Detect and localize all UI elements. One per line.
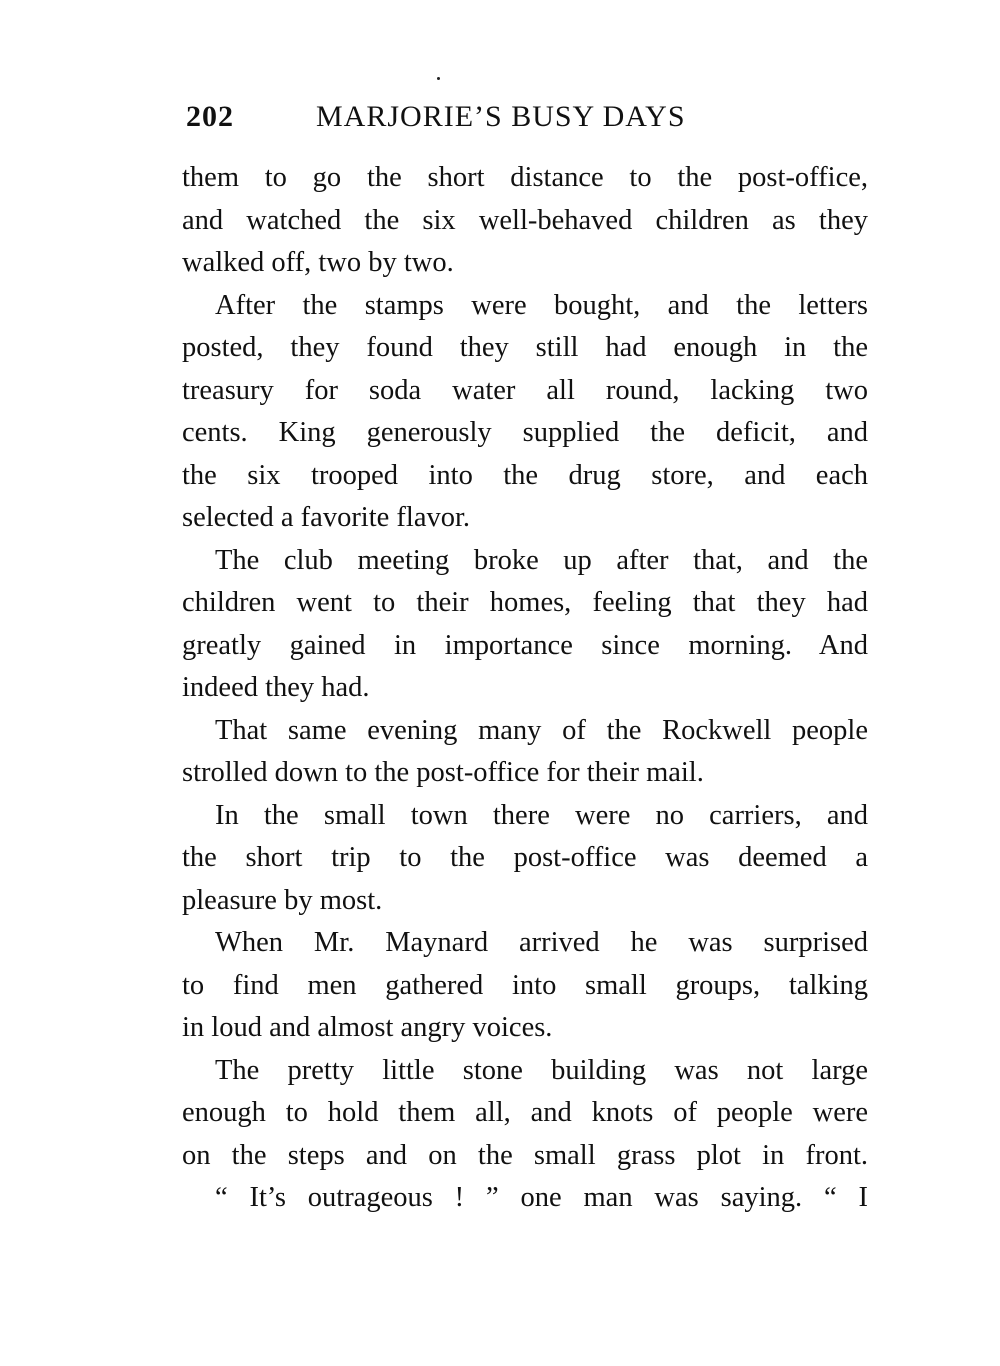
printing-speck	[437, 77, 440, 80]
page-number: 202	[186, 100, 234, 133]
text-line: strolled down to the post-office for their mail.	[182, 757, 704, 788]
text-line: greatly gained in importance since morning. And	[182, 629, 868, 661]
text-line: on the steps and on the small grass plot in front.	[182, 1139, 868, 1171]
text-line: enough to hold them all, and knots of people were	[182, 1097, 868, 1128]
text-line: selected a favorite flavor.	[182, 502, 471, 533]
text-line: The pretty little stone building was not large	[215, 1054, 868, 1086]
text-line: The club meeting broke up after that, and the	[215, 544, 868, 576]
text-line: the six trooped into the drug store, and each	[182, 459, 868, 491]
text-line: children went to their homes, feeling that they had	[182, 587, 868, 618]
text-line: pleasure by most.	[182, 884, 383, 916]
text-line: “ It’s outrageous ! ” one man was saying. “ I	[215, 1182, 868, 1213]
text-line: indeed they had.	[182, 672, 370, 703]
body-text	[182, 157, 868, 1220]
text-line: treasury for soda water all round, lacking two	[182, 374, 868, 406]
text-line: the short trip to the post-office was deemed a	[182, 842, 868, 873]
text-line: in loud and almost angry voices.	[182, 1012, 553, 1043]
text-line: posted, they found they still had enough in the	[182, 332, 868, 363]
text-line: In the small town there were no carriers, and	[215, 799, 868, 831]
text-line: to find men gathered into small groups, talking	[182, 969, 868, 1001]
text-line: walked off, two by two.	[182, 247, 454, 278]
running-title: MARJORIE’S BUSY DAYS	[316, 100, 686, 133]
text-line: That same evening many of the Rockwell people	[215, 714, 868, 746]
text-line: After the stamps were bought, and the letters	[215, 289, 868, 321]
text-line: cents. King generously supplied the deficit, and	[182, 417, 868, 448]
text-line: them to go the short distance to the post-office,	[182, 162, 868, 193]
page-header	[186, 100, 866, 140]
text-line: When Mr. Maynard arrived he was surprised	[215, 927, 868, 958]
text-line: and watched the six well-behaved children as they	[182, 204, 868, 236]
